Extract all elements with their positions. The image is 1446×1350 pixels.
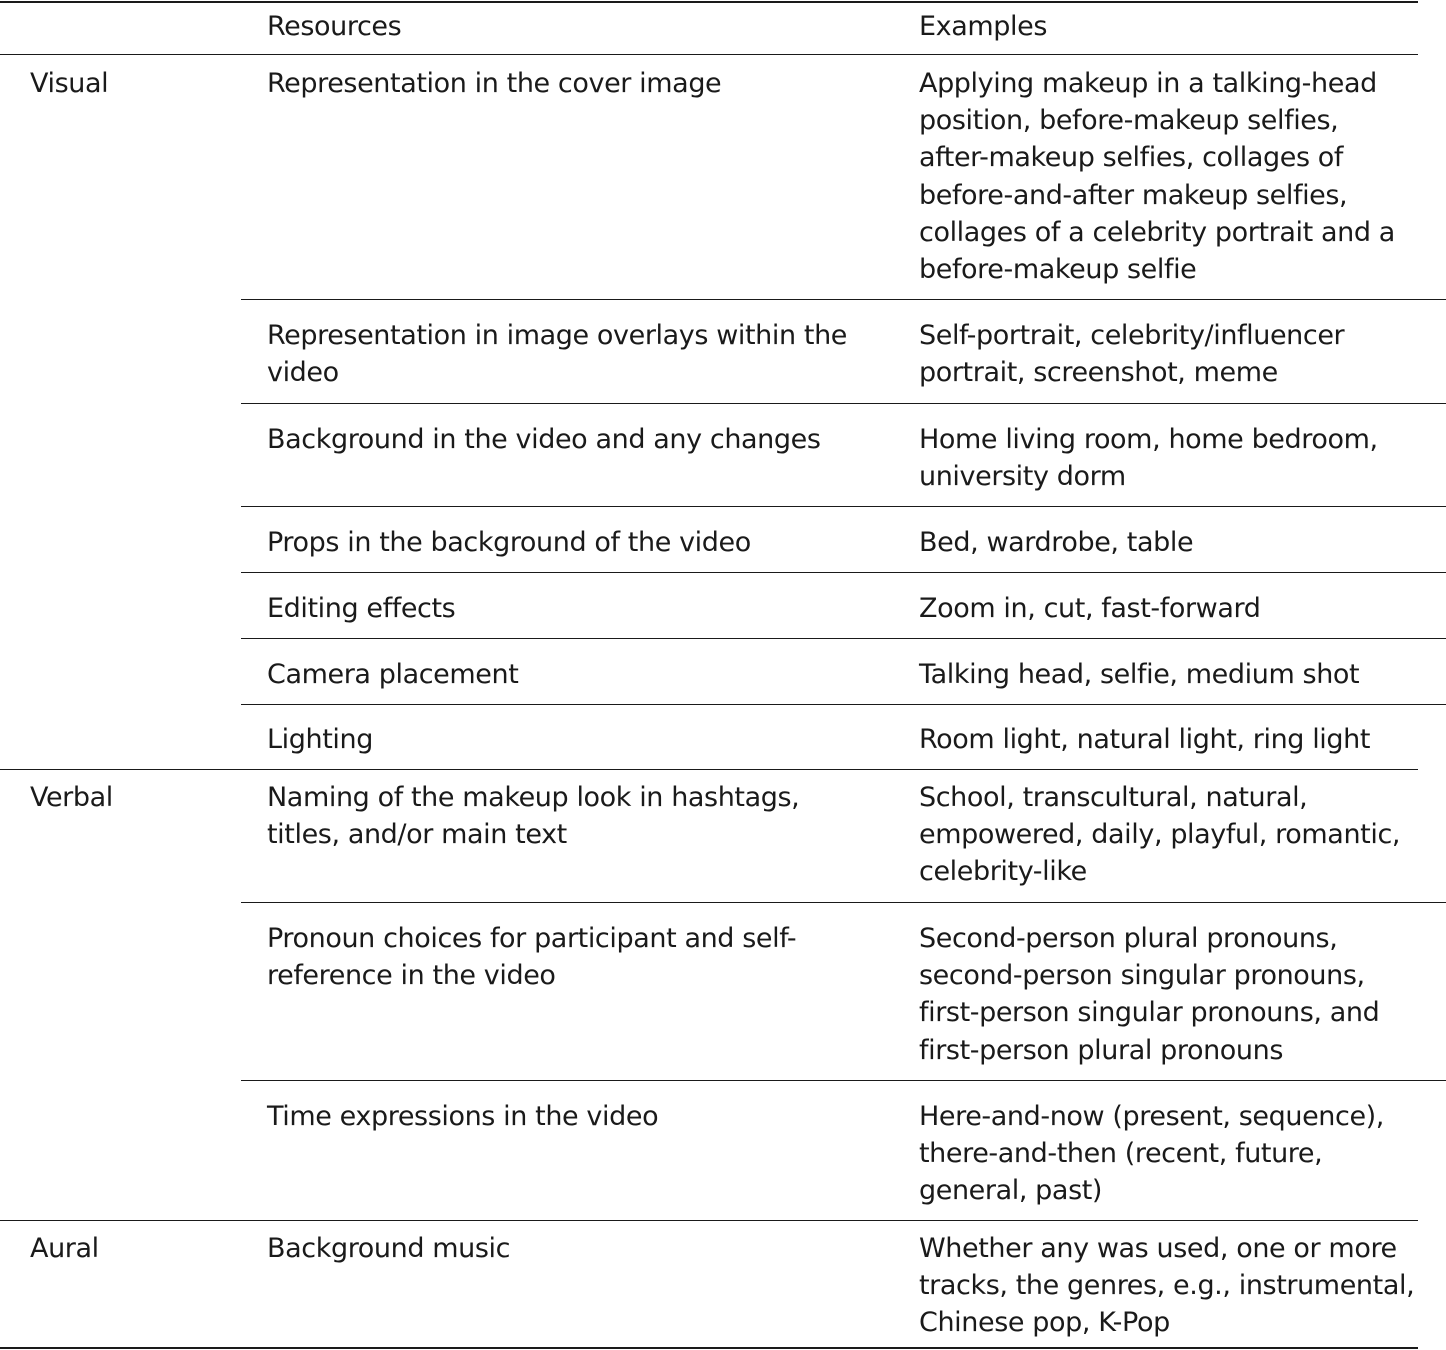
example-cell: Applying makeup in a talking-head position, before-makeup selfies, after-makeup selfies, collages of before-and-after makeup selfies, collages of a celebrity portrait and a before-makeup selfie [919, 68, 1395, 286]
resource-cell: Lighting [267, 724, 373, 755]
resource-cell: Time expressions in the video [267, 1101, 659, 1132]
example-cell: Home living room, home bedroom, university dorm [919, 424, 1378, 493]
row-divider [241, 704, 1446, 705]
row-divider [241, 506, 1446, 507]
resource-cell: Props in the background of the video [267, 527, 751, 558]
row-divider [241, 299, 1446, 300]
resource-cell: Camera placement [267, 659, 519, 690]
resource-cell: Naming of the makeup look in hashtags, titles, and/or main text [267, 782, 800, 851]
example-cell: Zoom in, cut, fast-forward [919, 593, 1261, 624]
resource-cell: Background in the video and any changes [267, 424, 821, 455]
row-divider [241, 638, 1446, 639]
header-examples: Examples [919, 11, 1048, 42]
category-label: Visual [30, 68, 109, 99]
category-label: Aural [30, 1233, 99, 1264]
example-cell: School, transcultural, natural, empowered, daily, playful, romantic, celebrity-like [919, 782, 1401, 888]
header-rule [0, 54, 1418, 55]
resource-cell: Pronoun choices for participant and self- reference in the video [267, 923, 797, 992]
group-rule [0, 1220, 1418, 1221]
resource-cell: Representation in the cover image [267, 68, 722, 99]
example-cell: Room light, natural light, ring light [919, 724, 1371, 755]
table-top-rule [0, 1, 1418, 3]
category-label: Verbal [30, 782, 113, 813]
example-cell: Bed, wardrobe, table [919, 527, 1194, 558]
row-divider [241, 902, 1446, 903]
example-cell: Second-person plural pronouns, second-person singular pronouns, first-person singular pronouns, and first-person plural pronouns [919, 923, 1380, 1066]
row-divider [241, 1080, 1446, 1081]
header-resources: Resources [267, 11, 402, 42]
table-bottom-rule [0, 1347, 1418, 1349]
group-rule [0, 769, 1418, 770]
example-cell: Talking head, selfie, medium shot [919, 659, 1360, 690]
row-divider [241, 572, 1446, 573]
example-cell: Whether any was used, one or more tracks, the genres, e.g., instrumental, Chinese pop, K-Pop [919, 1233, 1415, 1339]
example-cell: Here-and-now (present, sequence), there-and-then (recent, future, general, past) [919, 1101, 1384, 1207]
resource-cell: Representation in image overlays within the video [267, 320, 847, 389]
resource-cell: Background music [267, 1233, 511, 1264]
example-cell: Self-portrait, celebrity/influencer portrait, screenshot, meme [919, 320, 1345, 389]
row-divider [241, 403, 1446, 404]
resource-cell: Editing effects [267, 593, 456, 624]
